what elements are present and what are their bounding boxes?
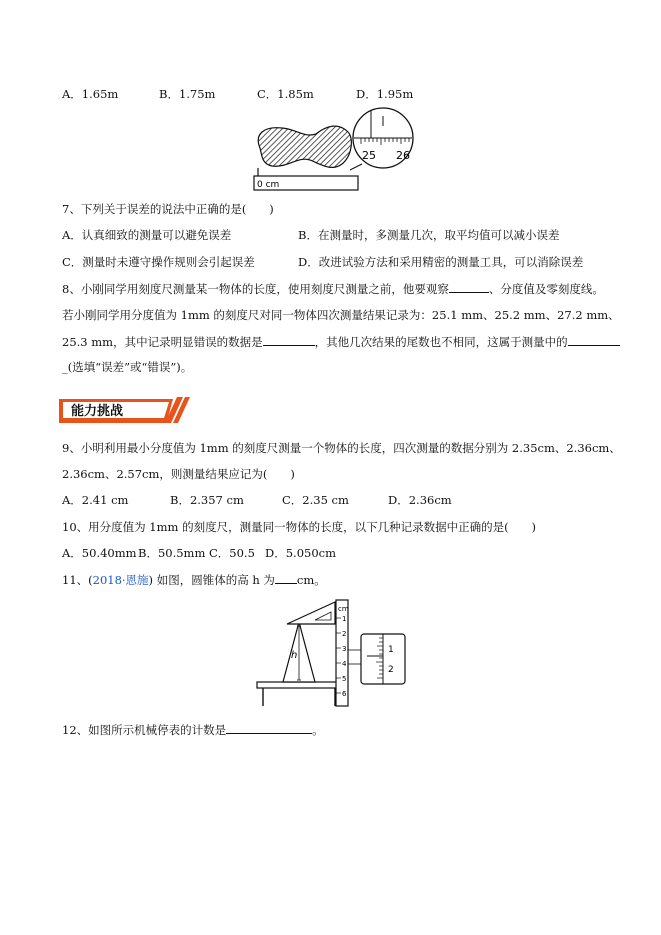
mag-label-26: 26 <box>396 149 410 162</box>
q6-option-a: A．1.65m <box>62 87 119 101</box>
q6-option-b: B．1.75m <box>159 87 216 101</box>
ruler-tick-1: 1 <box>342 615 347 623</box>
q8-line4: _(选填“误差”或“错误”)。 <box>62 360 193 374</box>
height-label: h <box>291 650 298 661</box>
q7-option-a: A．认真细致的测量可以避免误差 <box>62 228 232 242</box>
cone-ruler-figure <box>255 598 415 710</box>
set-square <box>287 602 335 624</box>
q12-text: 12、如图所示机械停表的计数是 <box>62 723 227 737</box>
q12-blank <box>226 721 312 734</box>
mag-tick-2: 2 <box>388 665 394 675</box>
table-top <box>257 682 341 688</box>
ruler-tick-2: 2 <box>342 630 347 638</box>
q11-middle: ) 如图，圆锥体的高 h 为 <box>148 573 275 587</box>
mag-tick-1: 1 <box>388 645 394 655</box>
section-title: 能力挑战 <box>71 404 124 419</box>
q9-line2: 2.36cm、2.57cm，则测量结果应记为( ) <box>62 467 295 481</box>
q10-option-d: D．5.050cm <box>265 546 336 560</box>
q8-line3-text: 25.3 mm，其中记录明显错误的数据是 <box>62 335 263 349</box>
q7-option-b: B．在测量时，多测量几次，取平均值可以减小误差 <box>298 228 560 242</box>
q8-blank-3 <box>568 333 620 346</box>
q10-option-b: B．50.5mm <box>138 546 206 560</box>
q8-line1-text: 8、小刚同学用刻度尺测量某一物体的长度，使用刻度尺测量之前，他要观察 <box>62 282 449 296</box>
measured-object <box>258 126 351 167</box>
section-banner <box>57 395 192 425</box>
q11-source-tag: 2018·恩施 <box>92 573 149 587</box>
q11-suffix: cm。 <box>296 573 326 587</box>
q8-line1 <box>62 280 604 297</box>
object-ruler-figure <box>250 104 420 194</box>
q7-option-d: D．改进试验方法和采用精密的测量工具，可以消除误差 <box>298 255 584 269</box>
ruler-zero-label: 0 cm <box>257 180 280 190</box>
q10-option-a: A．50.40mm <box>62 546 137 560</box>
ruler-tick-4: 4 <box>342 660 347 668</box>
q6-option-c: C．1.85m <box>257 87 314 101</box>
q6-option-d: D．1.95m <box>356 87 414 101</box>
q9-option-c: C．2.35 cm <box>282 493 349 507</box>
mag-label-25: 25 <box>362 149 376 162</box>
ruler-tick-3: 3 <box>342 645 347 653</box>
q11-stem <box>62 571 326 588</box>
q11-prefix: 11、( <box>62 573 93 587</box>
ruler-tick-6: 6 <box>342 690 347 698</box>
q9-line1: 9、小明利用最小分度值为 1mm 的刻度尺测量一个物体的长度，四次测量的数据分别为 2.35cm、2.36cm、 <box>62 441 621 455</box>
q12-stem <box>62 721 324 738</box>
q9-option-d: D．2.36cm <box>388 493 452 507</box>
q8-line3 <box>62 333 620 350</box>
q12-end: 。 <box>312 723 324 737</box>
q8-line1-end: 、分度值及零刻度线。 <box>488 282 604 296</box>
q8-line2: 若小刚同学用分度值为 1mm 的刻度尺对同一物体四次测量结果记录为：25.1 mm、25.2 mm、27.2 mm、 <box>62 308 620 322</box>
q7-stem: 7、下列关于误差的说法中正确的是( ) <box>62 202 274 216</box>
ruler-unit: cm <box>338 605 349 613</box>
q9-option-b: B．2.357 cm <box>170 493 244 507</box>
q7-option-c: C．测量时未遵守操作规则会引起误差 <box>62 255 255 269</box>
q8-blank-1 <box>449 280 489 293</box>
q8-line3-mid: ，其他几次结果的尾数也不相同，这属于测量中的 <box>314 335 568 349</box>
q10-option-c: C．50.5 <box>209 546 255 560</box>
q9-option-a: A．2.41 cm <box>62 493 129 507</box>
ruler-tick-5: 5 <box>342 675 347 683</box>
q11-blank <box>275 571 297 584</box>
q8-blank-2 <box>263 333 315 346</box>
q10-stem: 10、用分度值为 1mm 的刻度尺，测量同一物体的长度，以下几种记录数据中正确的是( ) <box>62 520 537 534</box>
